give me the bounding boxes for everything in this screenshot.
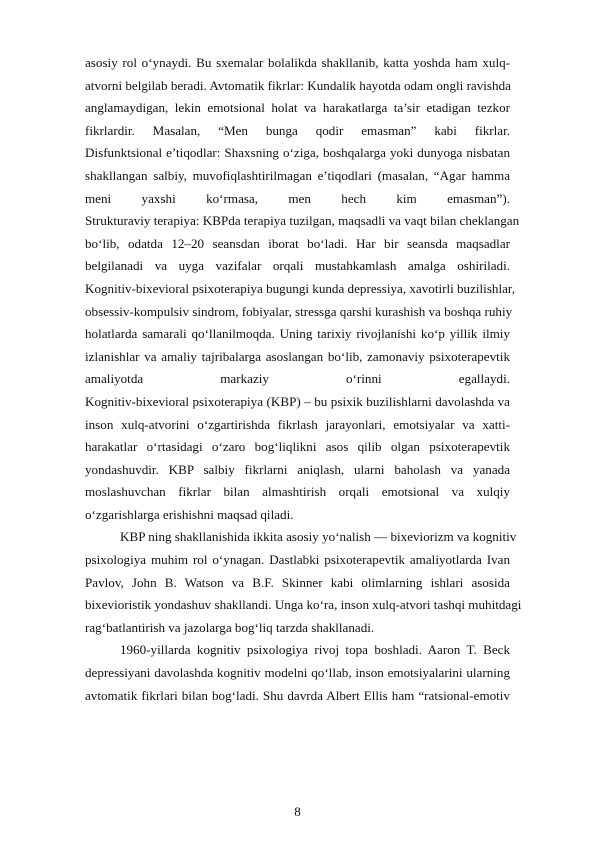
text-line: rag‘batlantirish va jazolarga bog‘liq tarzda shakllanadi.	[85, 619, 375, 635]
text-line: harakatlar o‘rtasidagi o‘zaro bog‘liqlikni asos qilib olgan psixoterapevtik	[85, 439, 510, 455]
text-line: psixologiya muhim rol o‘ynagan. Dastlabki psixoterapevtik amaliyotlarda Ivan	[85, 552, 510, 568]
text-line: anglamaydigan, lekin emotsional holat va harakatlarga ta’sir etadigan tezkor	[85, 100, 510, 116]
body-text	[85, 52, 522, 707]
text-line: bo‘lib, odatda 12–20 seansdan iborat bo‘ladi. Har bir seansda maqsadlar	[85, 235, 510, 251]
text-line: KBP ning shakllanishida ikkita asosiy yo‘nalish — bixeviorizm va kognitiv	[120, 529, 517, 545]
text-line: Disfunktsional e’tiqodlar: Shaxsning o‘ziga, boshqalarga yoki dunyoga nisbatan	[85, 145, 510, 161]
text-line: avtomatik fikrlari bilan bog‘ladi. Shu davrda Albert Ellis ham “ratsional-emotiv	[85, 687, 510, 703]
text-line: amaliyotda markaziy o‘rinni egallaydi.	[85, 371, 510, 387]
text-line: bixevioristik yondashuv shakllandi. Unga ko‘ra, inson xulq-atvori tashqi muhitdagi	[85, 597, 522, 613]
text-line: moslashuvchan fikrlar bilan almashtirish orqali emotsional va xulqiy	[85, 484, 510, 500]
text-line: yondashuvdir. KBP salbiy fikrlarni aniqlash, ularni baholash va yanada	[85, 461, 510, 477]
text-line: Pavlov, John B. Watson va B.F. Skinner kabi olimlarning ishlari asosida	[85, 574, 510, 590]
text-line: Kognitiv-bixevioral psixoterapiya bugungi kunda depressiya, xavotirli buzilishlar,	[85, 280, 516, 296]
text-line: obsessiv-kompulsiv sindrom, fobiyalar, stressga qarshi kurashish va boshqa ruhiy	[85, 303, 513, 319]
text-line: shakllangan salbiy, muvofiqlashtirilmagan e’tiqodlari (masalan, “Agar hamma	[85, 167, 510, 183]
text-line: belgilanadi va uyga vazifalar orqali mustahkamlash amalga oshiriladi.	[85, 258, 510, 274]
text-line: o‘zgarishlarga erishishni maqsad qiladi.	[85, 506, 294, 522]
text-line: holatlarda samarali qo‘llanilmoqda. Uning tarixiy rivojlanishi ko‘p yillik ilmiy	[85, 326, 510, 342]
text-line: asosiy rol o‘ynaydi. Bu sxemalar bolalikda shakllanib, katta yoshda ham xulq-	[85, 55, 510, 70]
text-line: atvorni belgilab beradi. Avtomatik fikrlar: Kundalik hayotda odam ongli ravishda	[85, 77, 511, 93]
page-number: 8	[294, 804, 301, 819]
text-line: inson xulq-atvorini o‘zgartirishda fikrlash jarayonlari, emotsiyalar va xatti-	[85, 416, 510, 432]
text-line: izlanishlar va amaliy tajribalarga asoslangan bo‘lib, zamonaviy psixoterapevtik	[85, 348, 510, 364]
text-line: fikrlardir. Masalan, “Men bunga qodir emasman” kabi fikrlar.	[85, 122, 510, 138]
text-line: Kognitiv-bixevioral psixoterapiya (KBP) – bu psixik buzilishlarni davolashda va	[85, 393, 510, 409]
text-line: meni yaxshi ko‘rmasa, men hech kim emasman”).	[85, 190, 510, 206]
text-line: Strukturaviy terapiya: KBPda terapiya tuzilgan, maqsadli va vaqt bilan cheklangan	[85, 213, 520, 229]
text-line: 1960-yillarda kognitiv psixologiya rivoj topa boshladi. Aaron T. Beck	[120, 642, 510, 658]
text-line: depressiyani davolashda kognitiv modelni qo‘llab, inson emotsiyalarini ularning	[85, 665, 510, 681]
